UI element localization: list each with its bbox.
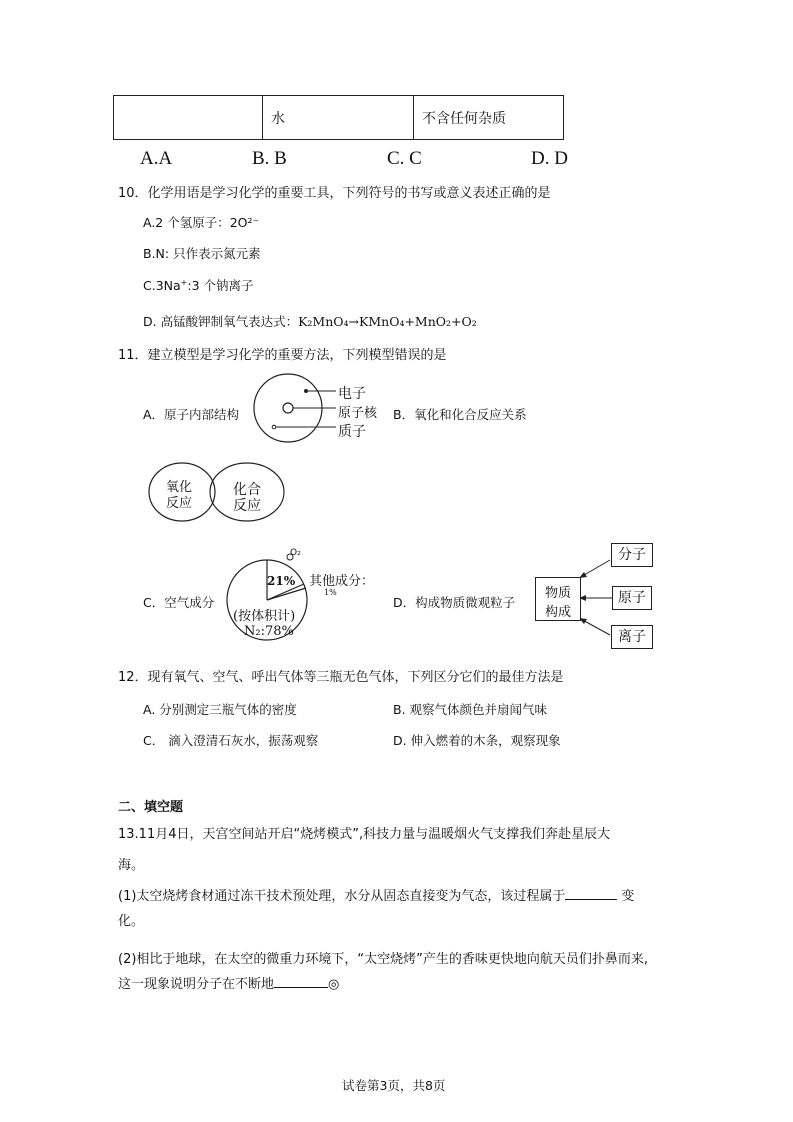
q12-stem: 12．现有氧气、空气、呼出气体等三瓶无色气体，下列区分它们的最佳方法是 (118, 670, 564, 685)
proton-dot (272, 425, 276, 429)
q11-option-c-label[interactable]: C．空气成分 (143, 595, 215, 610)
q10-option-b[interactable]: B.N: 只作表示氮元素 (143, 246, 261, 261)
q13-part2-text: 这一现象说明分子在不断地 (118, 977, 275, 992)
atom-nucleus-circle (283, 403, 293, 413)
q12-option-b[interactable]: B. 观察气体颜色并扇闻气味 (393, 702, 548, 717)
q13-part1-line2: 化。 (118, 914, 145, 929)
venn-left-line2: 反应 (166, 496, 193, 511)
q10-formula: K₂MnO₄→KMnO₄+MnO₂+O₂ (298, 314, 477, 329)
concept-box-molecule: 分子 (611, 543, 653, 567)
q13-stem-line2: 海。 (118, 858, 145, 873)
pie-other-percent: 1% (324, 588, 337, 597)
q13-part1-line1 (118, 885, 634, 904)
venn-right-line2: 反应 (233, 498, 261, 514)
choice-c[interactable]: C. C (387, 148, 422, 169)
q10-option-c-post: :3 个钠离子 (187, 278, 254, 293)
pie-n2-label: N₂:78% (244, 624, 294, 639)
concept-center-line2: 构成 (544, 605, 571, 620)
q11-stem: 11．建立模型是学习化学的重要方法，下列模型错误的是 (118, 348, 447, 363)
q11-option-b-label[interactable]: B．氧化和化合反应关系 (393, 407, 527, 422)
pie-basis-label: (按体积计) (233, 609, 296, 624)
concept-box-atom: 原子 (612, 586, 652, 610)
atom-label-nucleus: 原子核 (338, 406, 378, 421)
q10-option-d[interactable] (143, 312, 477, 330)
q13-part2-line1: (2)相比于地球，在太空的微重力环境下，“太空烧烤”产生的香味更快地向航天员们扑鼻而来, (118, 952, 649, 967)
atom-label-electron: 电子 (338, 386, 366, 402)
table-cell-empty (114, 96, 263, 140)
q12-option-d[interactable]: D. 伸入燃着的木条，观察现象 (393, 733, 561, 748)
concept-box-ion: 离子 (611, 625, 653, 649)
q13-stem-line1: 13.11月4日，天宫空间站开启“烧烤模式”,科技力量与温暖烟火气支撑我们奔赴星辰大 (118, 827, 611, 842)
choice-d[interactable]: D. D (531, 148, 568, 169)
atom-label-proton: 质子 (338, 424, 366, 440)
pie-o2-label: O₂ (290, 548, 301, 558)
venn-right-line1: 化合 (233, 482, 261, 498)
q13-part1-end: 变 (621, 889, 635, 904)
q13-part2-line2 (118, 973, 339, 992)
q10-stem: 10．化学用语是学习化学的重要工具，下列符号的书写或意义表述正确的是 (118, 186, 551, 201)
q13-part1-blank[interactable] (565, 887, 617, 900)
pie-other-label: 其他成分： (309, 574, 375, 589)
q10-option-d-pre: D. 高锰酸钾制氧气表达式： (143, 314, 299, 329)
table-cell-description: 不含任何杂质 (414, 96, 564, 140)
concept-center-line1: 物质 (544, 586, 571, 601)
q11-option-a-label[interactable]: A．原子内部结构 (143, 407, 240, 422)
choice-a[interactable]: A.A (140, 148, 173, 169)
q12-option-a[interactable]: A. 分别测定三瓶气体的密度 (143, 702, 297, 717)
q11-option-d-label[interactable]: D．构成物质微观粒子 (393, 595, 516, 610)
q13-part2-blank[interactable] (274, 975, 328, 988)
pie-o2-percent: 21% (267, 574, 296, 588)
answer-table (113, 95, 564, 140)
page-footer: 试卷第3页，共8页 (342, 1078, 446, 1093)
table-row (114, 96, 564, 140)
concept-center-box (535, 577, 581, 621)
q13-part1-text: (1)太空烧烤食材通过冻干技术预处理，水分从固态直接变为气态，该过程属于 (118, 889, 566, 904)
choice-b[interactable]: B. B (252, 148, 287, 169)
q12-option-c[interactable]: C． 滴入澄清石灰水，振荡观察 (143, 733, 319, 748)
pie-divider-other-end (267, 588, 306, 600)
table-cell-substance: 水 (263, 96, 414, 140)
venn-left-line1: 氧化 (166, 480, 193, 495)
q10-option-c[interactable] (143, 276, 254, 294)
q10-option-a[interactable]: A.2 个氢原子：2O²⁻ (143, 215, 260, 230)
q13-part2-end: ◎ (328, 977, 340, 992)
q10-option-c-sup: + (180, 277, 188, 287)
section-heading: 二、填空题 (118, 800, 184, 815)
q10-option-c-pre: C.3Na (143, 278, 181, 293)
